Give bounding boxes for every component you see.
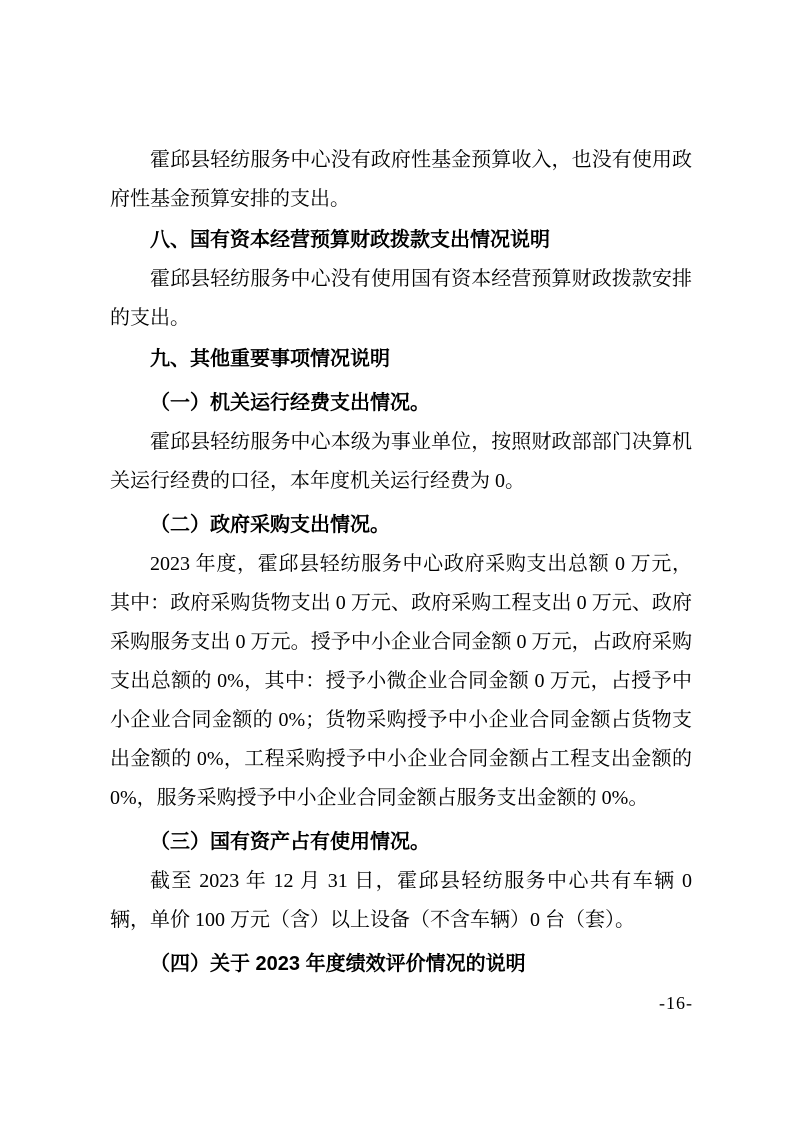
subheading-9-item-3: （三）国有资产占有使用情况。 <box>150 831 430 853</box>
paragraph-section-8-body: 霍邱县轻纺服务中心没有使用国有资本经营预算财政拨款安排的支出。 <box>110 268 692 329</box>
document-content <box>110 141 692 984</box>
subheading-9-item-1: （一）机关运行经费支出情况。 <box>150 392 430 414</box>
heading-section-9: 九、其他重要事项情况说明 <box>150 348 390 370</box>
heading-section-8: 八、国有资本经营预算财政拨款支出情况说明 <box>150 229 550 251</box>
paragraph-9-item-2-body: 2023 年度，霍邱县轻纺服务中心政府采购支出总额 0 万元，其中：政府采购货物支出 0 万元、政府采购工程支出 0 万元、政府采购服务支出 0 万元。授予中小企业合同金额 0 万元，占政府采购支出总额的 0%，其中：授予小微企业合同金额 0 万元，占授予中小企业合同金额的 0%；货物采购授予中小企业合同金额占货物支出金额的 0%，工程采购授予中小企业合同金额占工程支出金额的 0%，服务采购授予中小企业合同金额占服务支出金额的 0%。 <box>110 553 692 809</box>
paragraph-9-item-3-body: 截至 2023 年 12 月 31 日，霍邱县轻纺服务中心共有车辆 0 辆，单价 100 万元（含）以上设备（不含车辆）0 台（套）。 <box>110 870 692 931</box>
subheading-9-item-2: （二）政府采购支出情况。 <box>150 514 390 536</box>
page-number: -16- <box>659 993 693 1013</box>
paragraph-9-item-1-body: 霍邱县轻纺服务中心本级为事业单位，按照财政部部门决算机关运行经费的口径，本年度机关运行经费为 0。 <box>110 431 692 492</box>
paragraph-government-fund-budget: 霍邱县轻纺服务中心没有政府性基金预算收入，也没有使用政府性基金预算安排的支出。 <box>110 149 692 210</box>
subheading-9-item-4: （四）关于 2023 年度绩效评价情况的说明 <box>150 953 526 975</box>
